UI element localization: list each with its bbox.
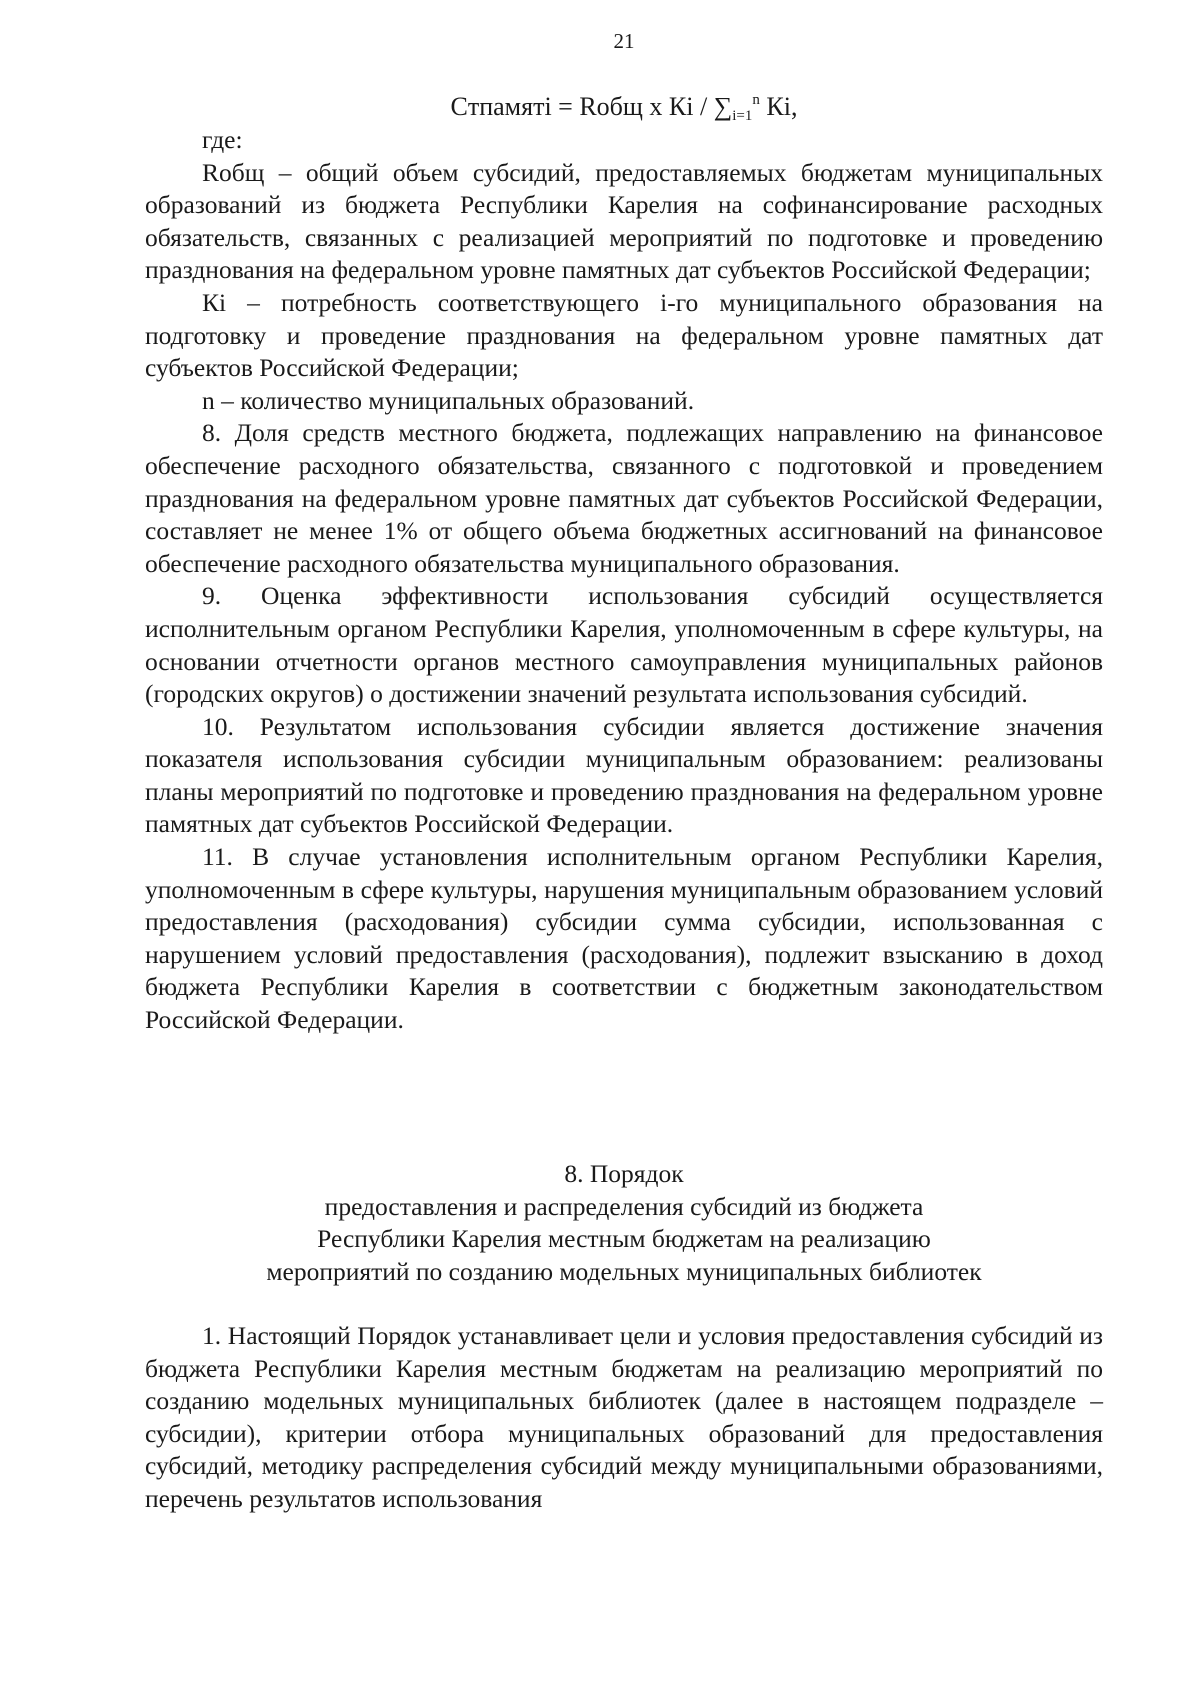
paragraph-item-9: 9. Оценка эффективности использования субсидий осуществляется исполнительным органом Республики Карелия, уполномоченным в сфере культуры, на основании отчетности органов местного самоуправления муниципальных районов (городских округов) о достижении значений результата использования субсидий. xyxy=(145,581,1103,709)
sum-lower-limit: i=1 xyxy=(732,108,753,124)
formula-lhs: Cтпамятi = Rобщ x Кi / xyxy=(450,92,714,121)
section-heading-line: мероприятий по созданию модельных муниципальных библиотек xyxy=(266,1256,982,1286)
paragraph-n-definition: n – количество муниципальных образований. xyxy=(202,385,695,415)
section-heading xyxy=(145,1158,1103,1288)
section-heading-line: предоставления и распределения субсидий из бюджета xyxy=(324,1191,924,1221)
page-number: 21 xyxy=(613,29,635,53)
sum-symbol: ∑ xyxy=(713,92,733,121)
paragraph-r-total-definition: Rобщ – общий объем субсидий, предоставляемых бюджетам муниципальных образований из бюджета Республики Карелия на софинансирование расходных обязательств, связанных с реализацией мероприятий по подготовке и проведению празднования на федеральном уровне памятных дат субъектов Российской Федерации; xyxy=(145,157,1103,285)
section-heading-line: Республики Карелия местным бюджетам на реализацию xyxy=(317,1224,931,1254)
paragraph-item-10: 10. Результатом использования субсидии является достижение значения показателя использования субсидии муниципальным образованием: реализованы планы мероприятий по подготовке и проведению празднования на федеральном уровне памятных дат субъектов Российской Федерации. xyxy=(145,711,1103,839)
paragraph-item-8: 8. Доля средств местного бюджета, подлежащих направлению на финансовое обеспечение расходного обязательства, связанного с подготовкой и проведением празднования на федеральном уровне памятных дат субъектов Российской Федерации, составляет не менее 1% от общего объема бюджетных ассигнований на финансовое обеспечение расходного обязательства муниципального образования. xyxy=(145,418,1103,578)
section-heading-line: 8. Порядок xyxy=(564,1159,684,1188)
paragraph-item-11: 11. В случае установления исполнительным органом Республики Карелия, уполномоченным в сфере культуры, нарушения муниципальным образованием условий предоставления (расходования) субсидии сумма субсидии, использованная с нарушением условий предоставления (расходования), подлежит взысканию в доход бюджета Республики Карелия в соответствии с бюджетным законодательством Российской Федерации. xyxy=(145,842,1103,1035)
paragraph-ki-definition: Кi – потребность соответствующего i-го муниципального образования на подготовку и проведение празднования на федеральном уровне памятных дат субъектов Российской Федерации; xyxy=(145,287,1103,383)
body-text xyxy=(145,124,1103,1037)
allocation-formula xyxy=(145,90,1103,124)
section-paragraph-1: 1. Настоящий Порядок устанавливает цели и условия предоставления субсидий из бюджета Республики Карелия местным бюджетам на реализацию мероприятий по созданию модельных муниципальных библиотек (далее в настоящем подразделе – субсидии), критерии отбора муниципальных образований для предоставления субсидий, методику распределения субсидий между муниципальными образованиями, перечень результатов использования xyxy=(145,1321,1103,1513)
formula-rhs: Кi, xyxy=(759,92,798,121)
section-body xyxy=(145,1320,1103,1516)
paragraph-where: где: xyxy=(202,125,243,154)
sum-upper-limit: n xyxy=(752,92,760,108)
